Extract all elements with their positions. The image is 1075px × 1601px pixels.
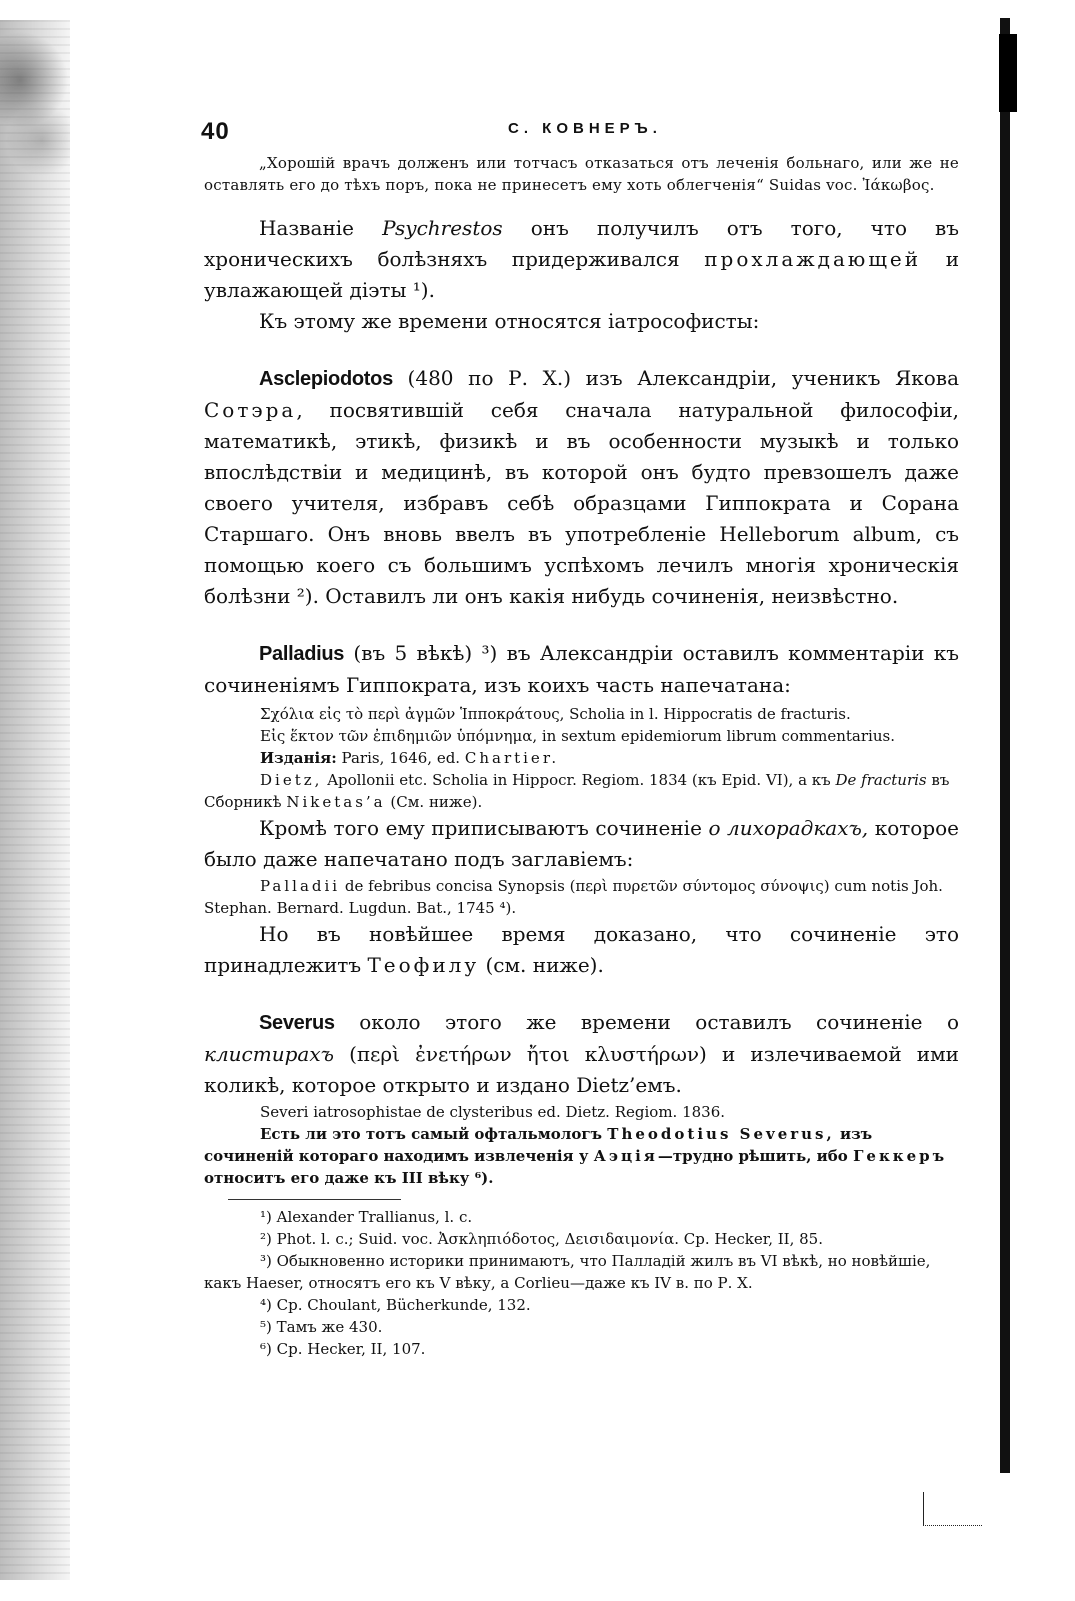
running-title: С. КОВНЕРЪ. — [508, 120, 662, 137]
palladius-text: (въ 5 вѣкѣ) ³) въ Александріи оставилъ комментаріи къ сочиненіямъ Гиппократа, изъ коихъ часть напечатана: — [204, 641, 959, 697]
psychrestos-text-1: Названіе — [259, 216, 355, 240]
psychrestos-paragraph — [204, 213, 959, 306]
severus-note-2 — [204, 1123, 959, 1189]
asclepiodotos-paragraph — [204, 363, 959, 612]
palladius-paragraph — [204, 638, 959, 701]
de-fracturis-title: De fracturis — [835, 771, 927, 789]
severus-paragraph — [204, 1007, 959, 1101]
severus-note-text-1: Есть ли это тотъ самый офтальмологъ — [260, 1125, 603, 1143]
psychrestos-text-2: онъ получилъ отъ того, что въ хроническихъ болѣзняхъ придерживался — [204, 216, 960, 271]
severus-text-2: (περὶ ἐνετήρων ἤτοι κλυστήρων) и излечиваемой ими коликѣ, которое открыто и издано Dietz’емъ. — [204, 1042, 959, 1097]
dietz-text-2: въ Сборникѣ — [204, 771, 950, 811]
page-header — [201, 118, 959, 152]
page-number: 40 — [201, 118, 230, 145]
dietz-text-3: (См. ниже). — [390, 793, 483, 811]
palladius-item-1: Σχόλια εἰς τὸ περὶ ἀγμῶν Ἱπποκράτους, Scholia in l. Hippocratis de fracturis. — [260, 705, 851, 723]
severus-text-1: около этого же времени оставилъ сочиненіе о — [359, 1010, 959, 1034]
fevers-text-1: Кромѣ того ему приписываютъ сочиненіе — [259, 816, 702, 840]
palladius-item-2: Εἰς ἕκτον τῶν ἐπιδημιῶν ὑπόμνημα, in sextum epidemiorum librum commentarius. — [260, 727, 895, 745]
asclepiodotos-text-2: , посвятившій себя сначала натуральной философіи, математикѣ, этикѣ, физикѣ и въ особенности музыкѣ и только впослѣдствіи и медицинѣ, въ которой онъ будто превзошелъ даже своего учителя, избравъ себѣ образцами Гиппократа и Сорана Старшаго. Онъ вновь ввелъ въ употребленіе Helleborum album, съ помощью коего съ большимъ успѣхомъ лечилъ многія хроническія болѣзни ²). Оставилъ ли онъ какія нибудь сочиненія, неизвѣстно. — [204, 398, 959, 608]
editions-label: Изданія: — [260, 749, 337, 767]
aetius-name: Аэція — [593, 1147, 658, 1165]
severus-note-1: Severi iatrosophistae de clysteribus ed. Dietz. Regiom. 1836. — [260, 1103, 726, 1121]
palladius-name: Palladius — [259, 643, 345, 665]
soter-name: Сотэра — [204, 398, 297, 422]
theophilus-text-2: (см. ниже). — [485, 953, 604, 977]
fevers-title: о лихорадкахъ, — [708, 816, 869, 840]
fevers-text-2: которое было даже напечатано подъ заглавіемъ: — [204, 816, 960, 871]
severus-name: Severus — [259, 1012, 335, 1034]
fevers-paragraph — [204, 813, 959, 875]
psychrestos-text-3: и увлажающей діэты ¹). — [204, 247, 960, 302]
dietz-name: Dietz, — [260, 771, 323, 789]
synopsis-text: de febribus concisa Synopsis (περὶ πυρετῶν σύντομος σύνοψις) cum notis Joh. Stephan. Bernard. Lugdun. Bat., 1745 ⁴). — [204, 877, 943, 917]
book-page — [201, 118, 960, 1360]
asclepiodotos-name: Asclepiodotos — [259, 368, 393, 390]
footnotes — [204, 1206, 959, 1360]
scan-right-edge — [1000, 18, 1010, 1473]
synopsis-note — [204, 875, 959, 919]
footnote-2: ²) Phot. l. c.; Suid. voc. Ἀσκληπιόδοτος, Δεισιδαιμονία. Cp. Hecker, II, 85. — [260, 1230, 823, 1248]
iatrosophists-paragraph: Къ этому же времени относятся іатрософисты: — [259, 309, 760, 333]
theophilus-name: Теофилу — [367, 953, 480, 977]
cooling-diet-term: прохлаждающей — [704, 247, 922, 271]
scan-left-edge — [0, 20, 70, 1580]
scan-right-dark-mark — [999, 34, 1017, 112]
hecker-name: Геккеръ — [853, 1147, 948, 1165]
asclepiodotos-text-1: (480 по Р. Х.) изъ Александріи, ученикъ Якова — [407, 366, 959, 390]
theophilus-paragraph — [204, 919, 959, 981]
suidas-quote: „Хорошій врачъ долженъ или тотчасъ отказаться отъ леченія больнаго, или же не оставлять его до тѣхъ поръ, пока не принесетъ ему хоть облегченія“ Suidas voc. Ἰάκωβος. — [204, 154, 959, 194]
footnote-4: ⁴) Cp. Choulant, Bücherkunde, 132. — [260, 1296, 531, 1314]
footnote-3: ³) Обыкновенно историки принимаютъ, что Палладій жилъ въ VI вѣкѣ, но новѣйшіе, какъ Haeser, относятъ его къ V вѣку, а Corlieu—даже къ IV в. по Р. Х. — [204, 1252, 931, 1292]
footnote-divider — [228, 1199, 401, 1200]
palladii-name: Palladii — [260, 877, 341, 895]
dietz-text-1: Apollonii etc. Scholia in Hippocr. Regiom. 1834 (къ Epid. VI), а къ — [327, 771, 831, 789]
theophilus-text-1: Но въ новѣйшее время доказано, что сочиненіе это принадлежитъ — [204, 922, 959, 977]
scan-corner-mark — [923, 1492, 982, 1526]
chartier-name: Chartier. — [464, 749, 560, 767]
severus-note-text-4: относитъ его даже къ III вѣку ⁶). — [204, 1169, 494, 1187]
clysters-title: клистирахъ — [204, 1042, 334, 1066]
niketas-name: Niketas’a — [286, 793, 386, 811]
psychrestos-name: Psychrestos — [382, 216, 503, 240]
footnote-1: ¹) Alexander Trallianus, l. c. — [260, 1208, 473, 1226]
footnote-5: ⁵) Тамъ же 430. — [260, 1318, 383, 1336]
severus-note-text-3: —трудно рѣшить, ибо — [657, 1147, 848, 1165]
dietz-scholia-note — [204, 769, 959, 813]
theodotius-name: Theodotius Severus, — [607, 1125, 835, 1143]
editions-text: Paris, 1646, ed. — [341, 749, 461, 767]
palladius-editions — [204, 747, 959, 769]
footnote-6: ⁶) Cp. Hecker, II, 107. — [260, 1340, 426, 1358]
severus-note-text-2: изъ сочиненій котораго находимъ извлеченія у — [204, 1125, 873, 1165]
palladius-bibliography — [204, 703, 959, 813]
